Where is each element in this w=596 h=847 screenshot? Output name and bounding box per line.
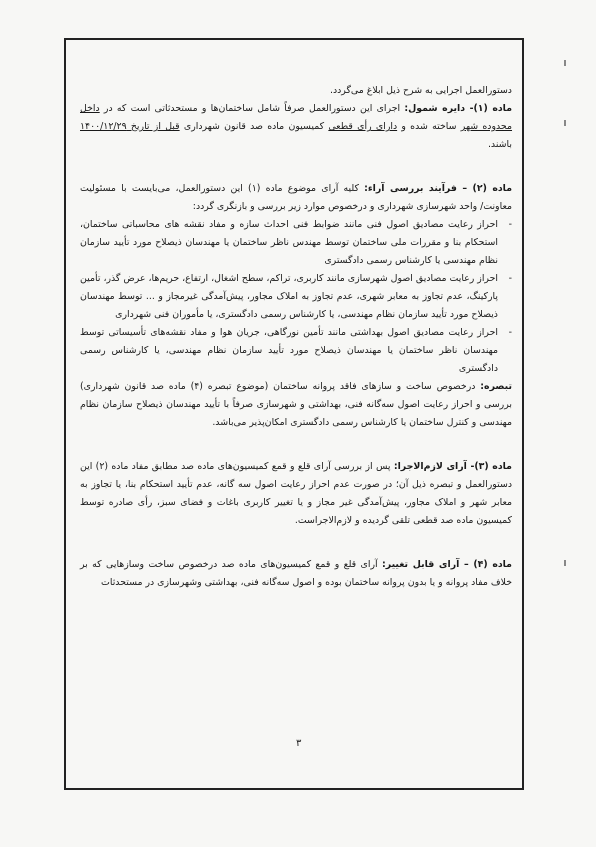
article-2-heading: ماده (۲) – فرآیند بررسی آراء: <box>364 183 513 194</box>
intro-line: دستورالعمل اجرایی به شرح ذیل ابلاغ می‌گردد. <box>329 85 512 96</box>
scan-edge-mark <box>564 560 566 566</box>
document-body <box>80 82 512 592</box>
article-1-text-d: باشند. <box>487 139 512 150</box>
article-1-text-a: اجرای این دستورالعمل صرفاً شامل ساختمان‌ها و مستحدثاتی است که در <box>99 103 405 114</box>
article-1-underline-2: دارای رأی قطعی <box>328 121 398 132</box>
article-1-underline-1: داخل محدوده شهر <box>80 103 513 132</box>
article-2-bullet: - احراز رعایت مصادیق اصول فنی مانند ضوابط فنی احداث سازه و مفاد نقشه های محاسباتی ساختمان، استحکام بنا و مقررات ملی ساختمان توسط مهندس ناظر ساختمان یا مهندسان ذیصلاح مورد تأیید سازمان نظام مهندسی یا کارشناس رسمی دادگستری <box>80 219 512 266</box>
article-1-heading: ماده (۱)- دایره شمول: <box>404 103 513 114</box>
article-2-bullet: - احراز رعایت مصادیق اصول بهداشتی مانند تأمین نورگاهی، جریان هوا و مفاد نقشه‌های تأسیساتی توسط مهندسان ناظر ساختمان یا مهندسان ذیصلاح مورد تأیید سازمان نظام مهندسی، یا کارشناس رسمی دادگستری <box>80 327 512 374</box>
article-4-text: آرای قلع و قمع کمیسیون‌های ماده صد درخصوص ساخت وسازهایی که بر خلاف مفاد پروانه و یا بدون پروانه ساختمان بوده و اصول سه‌گانه فنی، بهداشتی وشهرسازی در مستحدثات <box>80 559 512 588</box>
bullet-text: احراز رعایت مصادیق اصول فنی مانند ضوابط فنی احداث سازه و مفاد نقشه های محاسباتی ساختمان، استحکام بنا و مقررات ملی ساختمان توسط مهندس ناظر ساختمان یا مهندسان ذیصلاح مورد تأیید سازمان نظام مهندسی یا کارشناس رسمی دادگستری <box>80 219 498 266</box>
scan-edge-mark <box>564 120 566 126</box>
note <box>80 378 512 432</box>
article-3-text: پس از بررسی آرای قلع و قمع کمیسیون‌های ماده صد مطابق مفاد ماده (۲) این دستورالعمل و تبصره ذیل آن؛ در صورت عدم احراز رعایت اصول سه گانه، عدم تأیید استحکام بنا، یا تجاوز به معابر شهر و املاک مجاور، پیش‌آمدگی غیر مجاز و یا تغییر کاربری باغات و فضای سبز، رأی صادره توسط کمیسیون ماده صد قطعی تلقی گردیده و لازم‌الاجراست. <box>80 461 512 526</box>
article-2-bullet: - احراز رعایت مصادیق اصول شهرسازی مانند کاربری، تراکم، سطح اشغال، ارتفاع، حریم‌ها، عرض گذر، تأمین پارکینگ، عدم تجاوز به معابر شهری، عدم تجاوز به املاک مجاور، پیش‌آمدگی غیرمجاز و ... توسط مهندسان ذیصلاح مورد تأیید سازمان نظام مهندسی، یا کارشناس رسمی دادگستری، یا مأموران فنی شهرداری <box>80 273 512 320</box>
article-1 <box>80 100 512 154</box>
bullet-text: احراز رعایت مصادیق اصول شهرسازی مانند کاربری، تراکم، سطح اشغال، ارتفاع، حریم‌ها، عرض گذر، تأمین پارکینگ، عدم تجاوز به معابر شهری، عدم تجاوز به املاک مجاور، پیش‌آمدگی غیرمجاز و ... توسط مهندسان ذیصلاح مورد تأیید سازمان نظام مهندسی، یا کارشناس رسمی دادگستری، یا مأموران فنی شهرداری <box>80 273 498 320</box>
article-2 <box>80 180 512 216</box>
article-3 <box>80 458 512 530</box>
scan-edge-mark <box>564 60 566 66</box>
article-1-text-c: کمیسیون ماده صد قانون شهرداری <box>179 121 329 132</box>
article-1-text-b: ساخته شده و <box>397 121 461 132</box>
note-text: درخصوص ساخت و سازهای فاقد پروانه ساختمان (موضوع تبصره (۴) ماده صد قانون شهرداری) بررسی و احراز رعایت اصول سه‌گانه فنی، بهداشتی و شهرسازی صرفاً با تأیید مهندسان ذیصلاح سازمان نظام مهندسی و کنترل ساختمان یا کارشناس رسمی دادگستری امکان‌پذیر می‌باشد. <box>80 381 512 428</box>
article-2-text: کلیه آرای موضوع ماده (۱) این دستورالعمل، می‌بایست با مسئولیت معاونت/ واحد شهرسازی شهرداری و درخصوص موارد زیر بررسی و بازنگری گردد: <box>80 183 512 212</box>
page-number: ۳ <box>296 738 302 749</box>
bullet-text: احراز رعایت مصادیق اصول بهداشتی مانند تأمین نورگاهی، جریان هوا و مفاد نقشه‌های تأسیساتی توسط مهندسان ناظر ساختمان یا مهندسان ذیصلاح مورد تأیید سازمان نظام مهندسی، یا کارشناس رسمی دادگستری <box>80 327 498 374</box>
article-4 <box>80 556 512 592</box>
article-3-heading: ماده (۳)- آرای لازم‌الاجرا: <box>393 461 512 472</box>
article-1-underline-3: قبل از تاریخ ۱۴۰۰/۱۲/۲۹ <box>80 121 180 132</box>
note-heading: تبصره: <box>480 381 512 392</box>
article-4-heading: ماده (۴) – آرای قابل تغییر: <box>382 559 512 570</box>
